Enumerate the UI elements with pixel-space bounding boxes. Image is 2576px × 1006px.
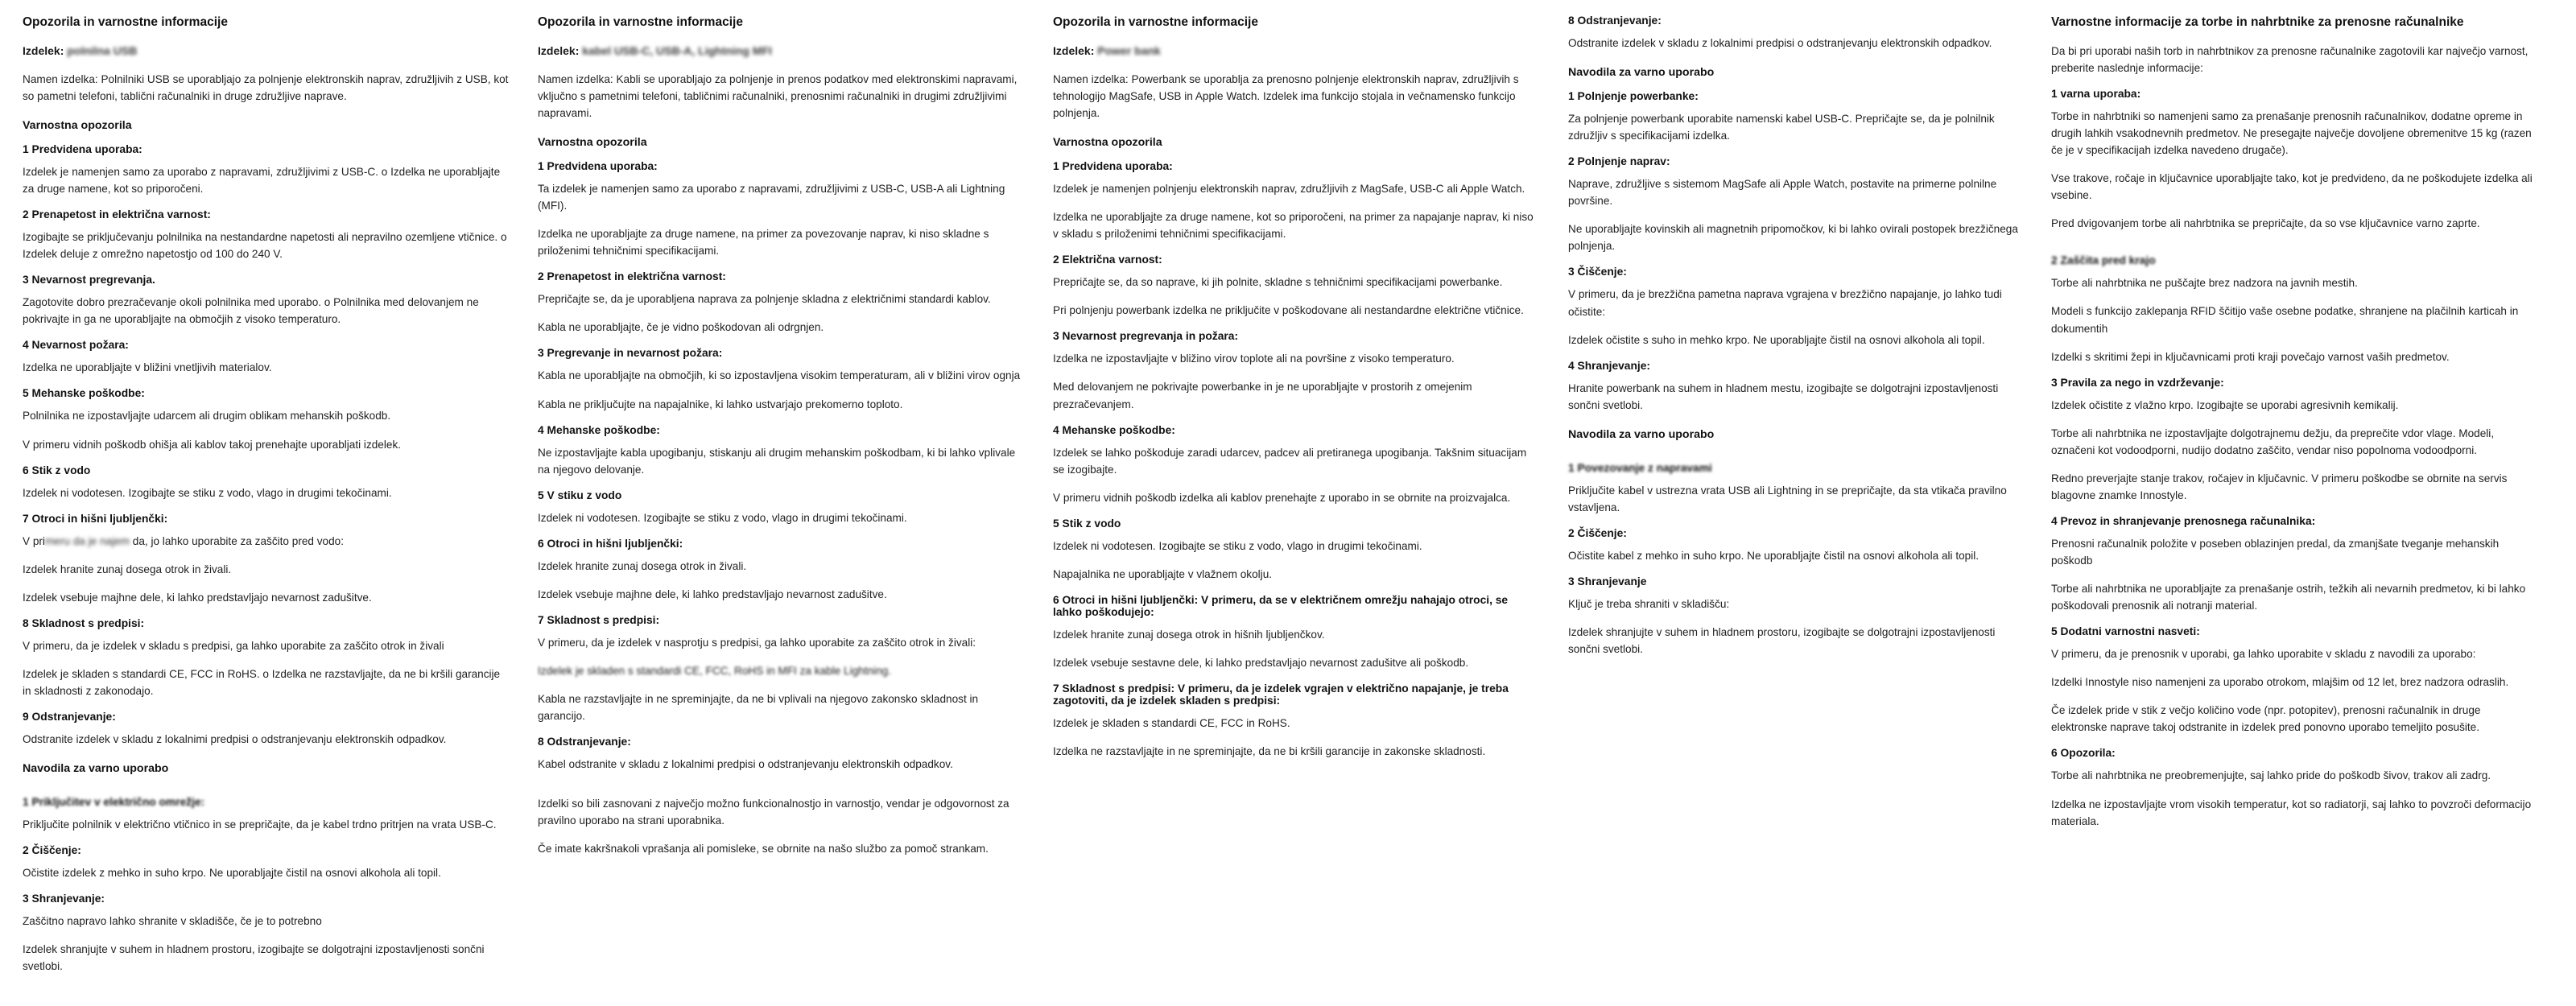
item-label: Predvidena uporaba: xyxy=(31,143,142,156)
item-heading-c2 xyxy=(1568,527,2022,539)
item-heading-p2 xyxy=(1568,155,2022,167)
item-label: Odstranjevanje: xyxy=(1577,14,1662,27)
item-number: 5 xyxy=(2051,625,2058,638)
item-body: V primeru vidnih poškodb izdelka ali kablov prenehajte z uporabo in se obrnite na proizvajalca. xyxy=(1053,491,1511,504)
item-body: Prenosni računalnik položite v poseben oblazinjen predal, da zmanjšate tveganje mehanskih poškodb xyxy=(2051,537,2500,567)
item-body: Odstranite izdelek v skladu z lokalnimi predpisi o odstranjevanju elektronskih odpadkov. xyxy=(1568,37,1992,49)
item-heading-6 xyxy=(23,464,509,476)
product-label: Izdelek: xyxy=(23,43,64,57)
item-heading-p1 xyxy=(1568,90,2022,102)
item-number: 1 xyxy=(1568,461,1575,474)
item-number: 1 xyxy=(1568,90,1575,103)
item-body: Torbe ali nahrbtnika ne preobremenjujte, saj lahko pride do poškodb šivov, trakov ali zadrg. xyxy=(2051,769,2491,782)
item-body: Izdelek je namenjen polnjenju elektronskih naprav, združljivih z MagSafe, USB-C ali Apple Watch. xyxy=(1053,183,1525,196)
item-label: Prevoz in shranjevanje prenosnega računalnika: xyxy=(2060,514,2316,527)
column-usb-charger xyxy=(8,14,523,986)
item-body: Ne izpostavljajte kabla upogibanju, stiskanju ali drugim mehanskim poškodbam, ki bi lahko vplivale na njegovo delovanje. xyxy=(538,446,1016,476)
item-body: Modeli s funkcijo zaklepanja RFID ščitijo vaše osebne podatke, shranjene na plačilnih karticah in dokumentih xyxy=(2051,305,2519,335)
item-body: Izdelek je skladen s standardi CE, FCC in RoHS. xyxy=(1053,717,1290,730)
column-cable-mfi xyxy=(523,14,1038,868)
column-powerbank xyxy=(1038,14,1554,771)
item-number: 1 xyxy=(538,160,544,173)
item-number: 6 xyxy=(23,464,29,476)
item-number: 3 xyxy=(2051,376,2058,389)
item-label: Polnjenje powerbanke: xyxy=(1577,90,1699,103)
item-number: 4 xyxy=(538,423,544,436)
item-body: Izdelek ni vodotesen. Izogibajte se stiku z vodo, vlago in drugimi tekočinami. xyxy=(1053,539,1422,552)
item-heading-5 xyxy=(538,489,1024,501)
item-body: Očistite kabel z mehko in suho krpo. Ne uporabljajte čistil na osnovi alkohola ali topil. xyxy=(1568,549,1979,562)
page-title: Opozorila in varnostne informacije xyxy=(1053,15,1258,29)
item-heading-7 xyxy=(1053,682,1539,707)
item-heading-u2 xyxy=(23,844,509,856)
item-heading-p4 xyxy=(1568,360,2022,372)
item-label: V stiku z vodo xyxy=(547,489,622,501)
item-heading-8 xyxy=(538,736,1024,748)
item-body: V primeru, da je izdelek v skladu s predpisi, ga lahko uporabite za zaščito otrok in živali xyxy=(23,639,444,652)
item-heading-7 xyxy=(23,513,509,525)
item-label: Mehanske poškodbe: xyxy=(1062,423,1175,436)
item-number: 2 xyxy=(1568,155,1575,168)
item-body: Odstranite izdelek v skladu z lokalnimi predpisi o odstranjevanju elektronskih odpadkov. xyxy=(23,733,447,746)
item-label: Opozorila: xyxy=(2060,747,2116,760)
item-body: Izdelka ne uporabljajte za druge namene, kot so priporočeni, na primer za napajanje naprav, ki niso v skladu s priloženimi tehničnimi specifikacijami. xyxy=(1053,211,1534,241)
item-number: 2 xyxy=(1568,526,1575,539)
item-body: Kabel odstranite v skladu z lokalnimi predpisi o odstranjevanju elektronskih odpadkov. xyxy=(538,758,953,771)
item-body: Naprave, združljive s sistemom MagSafe ali Apple Watch, postavite na primerne polnilne površine. xyxy=(1568,178,1997,208)
item-body: Izdelek ni vodotesen. Izogibajte se stiku z vodo, vlago in drugimi tekočinami. xyxy=(538,511,907,524)
item-body: Kabla ne priključujte na napajalnike, ki lahko ustvarjajo prekomerno toploto. xyxy=(538,398,903,410)
item-body: Zagotovite dobro prezračevanje okoli polnilnika med uporabo. o Polnilnika med delovanjem ne pokrivajte in ga ne uporabljajte na območjih z visoko temperaturo. xyxy=(23,296,479,326)
item-number: 8 xyxy=(23,616,29,629)
item-heading-4 xyxy=(538,424,1024,436)
closing-note-2: Če imate kakršnakoli vprašanja ali pomislekе, se obrnite na našo službo za pomoč strankam. xyxy=(538,843,989,856)
item-label: Dodatni varnostni nasveti: xyxy=(2060,625,2200,638)
item-label: Priključitev v električno omrežje: xyxy=(31,796,205,809)
item-body: Izdelka ne razstavljajte in ne spreminjajte, da ne bi kršili garancije in zakonske skladnosti. xyxy=(1053,745,1486,758)
item-label: Stik z vodo xyxy=(31,464,91,476)
section-heading-warnings: Varnostna opozorila xyxy=(1053,136,1162,150)
item-heading-8 xyxy=(1568,14,2022,27)
item-heading-3 xyxy=(538,347,1024,359)
intro-paragraph: Namen izdelka: Polnilniki USB se uporabljajo za polnjenje elektronskih naprav, združljivih z USB, kot so pametni telefoni, tablični računalniki in druge združljive naprave. xyxy=(23,72,509,102)
item-label: Prenapetost in električna varnost: xyxy=(31,208,211,221)
item-body: Napajalnika ne uporabljajte v vlažnem okolju. xyxy=(1053,567,1273,580)
item-body: Prepričajte se, da je uporabljena naprava za polnjenje skladna z električnimi standardi kablov. xyxy=(538,293,991,306)
item-heading-b3 xyxy=(2051,377,2537,389)
item-label: Shranjevanje: xyxy=(31,893,105,905)
item-body: Izdelek shranjujte v suhem in hladnem prostoru, izogibajte se dolgotrajni izpostavljenosti sončni svetlobi. xyxy=(1568,626,1996,656)
product-line xyxy=(538,43,1024,60)
item-label: Prenapetost in električna varnost: xyxy=(547,270,726,283)
item-body: V primeru, da je brezžična pametna naprava vgrajena v brezžično napajanje, jo lahko tudi očistite: xyxy=(1568,288,2002,318)
item-label: Skladnost s predpisi: xyxy=(547,613,660,626)
item-body: Priključite kabel v ustrezna vrata USB ali Lightning in se prepričajte, da sta vtikača pravilno vstavljena. xyxy=(1568,484,2007,513)
item-label: Shranjevanje xyxy=(1577,575,1647,588)
item-number: 3 xyxy=(23,274,29,287)
item-heading-1 xyxy=(23,143,509,155)
item-heading-7 xyxy=(538,614,1024,626)
item-body: Priključite polnilnik v električno vtičnico in se prepričajte, da je kabel trdno pritrjen na vrata USB-C. xyxy=(23,818,497,831)
item-heading-b2 xyxy=(2051,254,2156,266)
item-number: 3 xyxy=(1568,266,1575,278)
item-label: Predvidena uporaba: xyxy=(1062,160,1173,173)
item-number: 3 xyxy=(1053,330,1059,343)
item-label: Polnjenje naprav: xyxy=(1577,155,1670,168)
item-body: Izdelka ne izpostavljajte vrom visokih temperatur, kot so radiatorji, saj lahko to povzroči deformacijo materiala. xyxy=(2051,798,2532,827)
product-value: polnilna USB xyxy=(67,43,138,57)
item-body: Izdelek vsebuje majhne dele, ki lahko predstavljajo nevarnost zadušitve. xyxy=(23,591,372,604)
item-body: Izdelek očistite z vlažno krpo. Izogibajte se uporabi agresivnih kemikalij. xyxy=(2051,398,2399,411)
item-heading-b5 xyxy=(2051,625,2537,637)
item-body: Kabla ne uporabljajte na območjih, ki so izpostavljena visokim temperaturam, ali v bližini virov ognja xyxy=(538,369,1021,382)
product-line xyxy=(23,43,509,60)
item-heading-u1 xyxy=(23,796,204,808)
item-number: 6 xyxy=(2051,747,2058,760)
item-body: Torbe ali nahrbtnika ne izpostavljajte dolgotrajnemu dežju, da preprečite vdor vlage. Modeli, označeni kot vodoodporni, nudijo dodatno zaščito, vendar niso popolnoma vodoodporni. xyxy=(2051,427,2495,456)
item-body: Izdelek očistite s suho in mehko krpo. Ne uporabljajte čistil na osnovi alkohola ali topil. xyxy=(1568,333,1985,346)
item-heading-3 xyxy=(23,274,509,286)
section-heading-usage-powerbank: Navodila za varno uporabo xyxy=(1568,66,1715,80)
item-heading-6 xyxy=(538,538,1024,550)
product-line xyxy=(1053,43,1539,60)
item-number: 7 xyxy=(538,613,544,626)
item-label: Mehanske poškodbe: xyxy=(547,423,660,436)
section-heading-usage-cable: Navodila za varno uporabo xyxy=(1568,427,1715,441)
item-label: varna uporaba: xyxy=(2060,88,2141,101)
item-number: 4 xyxy=(23,339,29,352)
item-body: Izdelek hranite zunaj dosega otrok in živali. xyxy=(538,559,747,572)
item-number: 1 xyxy=(23,143,29,156)
item-heading-5 xyxy=(1053,517,1539,530)
item-heading-c1 xyxy=(1568,462,1712,474)
item-label: Nevarnost pregrevanja. xyxy=(31,274,155,287)
item-number: 4 xyxy=(1568,359,1575,372)
item-label: Mehanske poškodbe: xyxy=(31,387,145,400)
item-body: Izdelki Innostyle niso namenjeni za uporabo otrokom, mlajšim od 12 let, brez nadzora odraslih. xyxy=(2051,676,2509,689)
product-label: Izdelek: xyxy=(538,43,580,57)
item-number: 2 xyxy=(23,844,29,857)
item-label: Otroci in hišni ljubljenčki: xyxy=(31,512,168,525)
item-body: Prepričajte se, da so naprave, ki jih polnite, skladne s tehničnimi specifikacijami powerbanke. xyxy=(1053,276,1503,289)
item-body: Izdelek hranite zunaj dosega otrok in živali. xyxy=(23,563,232,575)
section-heading-warnings: Varnostna opozorila xyxy=(538,136,647,150)
item-heading-b6 xyxy=(2051,747,2537,759)
item-heading-8 xyxy=(23,617,509,629)
item-heading-2 xyxy=(538,270,1024,282)
item-body: Ta izdelek je namenjen samo za uporabo z napravami, združljivimi z USB-C, USB-A ali Lightning (MFI). xyxy=(538,183,1005,212)
item-number: 9 xyxy=(23,711,29,724)
item-number: 5 xyxy=(1053,517,1059,530)
item-number: 2 xyxy=(23,208,29,221)
item-body: Med delovanjem ne pokrivajte powerbanke in je ne uporabljajte v prostorih z omejenim prezračevanjem. xyxy=(1053,381,1472,410)
item-body: Izdelka ne uporabljajte v bližini vnetljivih materialov. xyxy=(23,361,272,374)
item-body: Očistite izdelek z mehko in suho krpo. Ne uporabljajte čistil na osnovi alkohola ali topil. xyxy=(23,867,441,880)
item-number: 7 xyxy=(1053,682,1059,695)
column-backpack xyxy=(2037,14,2552,841)
item-body: Izdelek shranjujte v suhem in hladnem prostoru, izogibajte se dolgotrajni izpostavljenosti sončni svetlobi. xyxy=(23,943,485,973)
item-heading-c3 xyxy=(1568,575,2022,588)
page-title: Opozorila in varnostne informacije xyxy=(538,15,743,29)
item-body: Hranite powerbank na suhem in hladnem mestu, izogibajte se dolgotrajni izpostavljenosti sončni svetlobi. xyxy=(1568,381,1999,411)
item-heading-1 xyxy=(538,160,1024,172)
item-label: Povezovanje z napravami xyxy=(1577,461,1712,474)
item-heading-3 xyxy=(1053,330,1539,342)
item-body: Izogibajte se priključevanju polnilnika na nestandardne napetosti ali nepravilno ozemljene vtičnice. o Izdelek deluje z omrežno napetostjo od 100 do 240 V. xyxy=(23,231,507,261)
item-body: V primeru, da je izdelek v nasprotju s predpisi, ga lahko uporabite za zaščito otrok in živali: xyxy=(538,636,976,649)
page-title: Opozorila in varnostne informacije xyxy=(23,15,228,29)
item-body: Torbe ali nahrbtnika ne uporabljajte za prenašanje ostrih, težkih ali nevarnih predmetov, ki bi lahko poškodovali prenosnik ali notranji material. xyxy=(2051,583,2526,612)
closing-note-1: Izdelki so bili zasnovani z največjo možno funkcionalnostjo in varnostjo, vendar je odgovornost za pravilno uporabo na strani uporabnika. xyxy=(538,798,1009,827)
item-number: 1 xyxy=(23,796,29,809)
item-body: Torbe ali nahrbtnika ne puščajte brez nadzora na javnih mestih. xyxy=(2051,277,2358,290)
item-number: 3 xyxy=(1568,575,1575,588)
item-number: 6 xyxy=(538,537,544,550)
item-number: 2 xyxy=(538,270,544,283)
page-title: Varnostne informacije za torbe in nahrbtnike za prenosne računalnike xyxy=(2051,15,2464,29)
item-number: 3 xyxy=(538,347,544,360)
item-label: Odstranjevanje: xyxy=(547,736,631,748)
item-body: Izdelka ne izpostavljajte v bližino virov toplote ali na površine z visoko temperaturo. xyxy=(1053,353,1455,365)
item-label: Zaščita pred krajo xyxy=(2060,254,2156,267)
item-label: Nevarnost požara: xyxy=(31,339,129,352)
item-body: Ne uporabljajte kovinskih ali magnetnih pripomočkov, ki bi lahko ovirali postopek brezžičnega polnjenja. xyxy=(1568,223,2018,253)
item-body: V primeru, da je prenosnik v uporabi, ga lahko uporabite v skladu z navodili za uporabo: xyxy=(2051,648,2476,661)
item-label: Električna varnost: xyxy=(1062,254,1162,266)
item-body: Izdelek je namenjen samo za uporabo z napravami, združljivimi z USB-C. o Izdelka ne uporabljajte za druge namene, kot so priporočeni. xyxy=(23,166,501,196)
item-number: 4 xyxy=(2051,514,2058,527)
item-heading-b1 xyxy=(2051,88,2537,100)
item-body: Za polnjenje powerbank uporabite namenski kabel USB-C. Prepričajte se, da je polnilnik združljiv s specifikacijami izdelka. xyxy=(1568,113,1995,142)
item-heading-5 xyxy=(23,387,509,399)
item-body: Vse trakove, ročaje in ključavnice uporabljajte tako, kot je predvideno, da ne poškodujete izdelka ali vsebine. xyxy=(2051,172,2533,202)
item-body: Izdelek vsebuje sestavne dele, ki lahko predstavljajo nevarnost zadušitve ali poškodb. xyxy=(1053,656,1469,669)
item-label: Čiščenje: xyxy=(1577,266,1627,278)
item-number: 7 xyxy=(23,512,29,525)
item-number: 1 xyxy=(2051,88,2058,101)
item-label: Otroci in hišni ljubljenčki: V primeru, da se v električnem omrežju nahajajo otroci, se lahko poškodujejo: xyxy=(1053,593,1509,618)
item-body: Izdelek ni vodotesen. Izogibajte se stiku z vodo, vlago in drugimi tekočinami. xyxy=(23,486,392,499)
item-body: Izdelek se lahko poškoduje zaradi udarcev, padcev ali pretiranega upogibanja. Takšnim situacijam se izogibajte. xyxy=(1053,446,1527,476)
item-body: Zaščitno napravo lahko shranite v skladišče, če je to potrebno xyxy=(23,915,322,928)
item-body: Izdelki s skritimi žepi in ključavnicami proti kraji povečajo varnost vaših predmetov. xyxy=(2051,350,2450,363)
product-value: Power bank xyxy=(1097,43,1161,57)
item-body-blurred: Izdelek je skladen s standardi CE, FCC, RoHS in MFI za kable Lightning. xyxy=(538,664,891,677)
item-heading-1 xyxy=(1053,160,1539,172)
item-body: Izdelek vsebuje majhne dele, ki lahko predstavljajo nevarnost zadušitve. xyxy=(538,588,887,600)
item-number: 3 xyxy=(23,893,29,905)
item-label: Nevarnost pregrevanja in požara: xyxy=(1062,330,1239,343)
item-body: Pred dvigovanjem torbe ali nahrbtnika se prepričajte, da so vse ključavnice varno zaprte. xyxy=(2051,217,2480,230)
item-heading-2 xyxy=(1053,254,1539,266)
item-label: Pregrevanje in nevarnost požara: xyxy=(547,347,723,360)
item-number: 5 xyxy=(23,387,29,400)
item-heading-p3 xyxy=(1568,266,2022,278)
item-body: Torbe in nahrbtniki so namenjeni samo za prenašanje prenosnih računalnikov, dodatne opreme in drugih lahkih vsakodnevnih predmetov. Ne presegajte največje dovoljene obremenitve 15 kg (razen če je v specifikacijah izdelka navedeno drugače). xyxy=(2051,110,2532,157)
item-body-blurred: V primeru da je najem da, jo lahko uporabite za zaščito pred vodo: xyxy=(23,534,345,547)
item-body: V primeru vidnih poškodb ohišja ali kablov takoj prenehajte uporabljati izdelek. xyxy=(23,438,402,451)
column-powerbank-care xyxy=(1554,14,2037,669)
item-number: 8 xyxy=(538,736,544,748)
item-label: Skladnost s predpisi: xyxy=(31,616,145,629)
item-number: 4 xyxy=(1053,423,1059,436)
item-heading-2 xyxy=(23,208,509,221)
item-body: Če izdelek pride v stik z večjo količino vode (npr. potopitev), prenosni računalnik in druge elektronske naprave takoj odstranite in izdelek pred ponovno uporabo temeljito posušite. xyxy=(2051,704,2481,734)
item-body: Redno preverjajte stanje trakov, ročajev in ključavnic. V primeru poškodbe se obrnite na servis blagovne znamke Innostyle. xyxy=(2051,472,2508,501)
item-body: Izdelek hranite zunaj dosega otrok in hišnih ljubljenčkov. xyxy=(1053,628,1325,641)
section-heading-usage: Navodila za varno uporabo xyxy=(23,762,169,776)
item-label: Shranjevanje: xyxy=(1577,359,1651,372)
item-label: Pravila za nego in vzdrževanje: xyxy=(2060,376,2224,389)
item-label: Otroci in hišni ljubljenčki: xyxy=(547,537,683,550)
item-label: Čiščenje: xyxy=(31,844,81,857)
item-label: Skladnost s predpisi: V primeru, da je izdelek vgrajen v električno napajanje, je treba zagotoviti, da je izdelek skladen s predpisi: xyxy=(1053,682,1509,707)
item-label: Stik z vodo xyxy=(1062,517,1121,530)
product-value: kabel USB-C, USB-A, Lightning MFI xyxy=(582,43,772,57)
intro-paragraph: Da bi pri uporabi naših torb in nahrbtnikov za prenosne računalnike zagotovili kar največjo varnost, preberite naslednje informacije: xyxy=(2051,44,2529,74)
item-body: Ključ je treba shraniti v skladišču: xyxy=(1568,597,1730,610)
item-body: Pri polnjenju powerbank izdelka ne priključite v poškodovane ali nestandardne električne vtičnice. xyxy=(1053,304,1524,317)
item-body: Izdelek je skladen s standardi CE, FCC in RoHS. o Izdelka ne razstavljajte, da ne bi kršili garancije in skladnosti z zakonodajo. xyxy=(23,667,501,697)
item-body: Kabla ne razstavljajte in ne spreminjajte, da ne bi vplivali na njegovo zakonsko skladnost in garancijo. xyxy=(538,693,979,723)
item-body: Izdelka ne uporabljajte za druge namene, na primer za povezovanje naprav, ki niso skladne s priloženimi tehničnimi specifikacijami. xyxy=(538,228,989,258)
intro-paragraph: Namen izdelka: Powerbank se uporablja za prenosno polnjenje elektronskih naprav, združljivih s tehnologijo MagSafe, USB in Apple Watch. Izdelek ima funkcijo stojala in večnamensko funkcijo polnjenja. xyxy=(1053,72,1519,120)
item-number: 8 xyxy=(1568,14,1575,27)
section-heading-warnings: Varnostna opozorila xyxy=(23,119,132,133)
item-label: Čiščenje: xyxy=(1577,526,1627,539)
item-body: Kabla ne uporabljajte, če je vidno poškodovan ali odrgnjen. xyxy=(538,321,824,334)
intro-paragraph: Namen izdelka: Kabli se uporabljajo za polnjenje in prenos podatkov med elektronskimi napravami, vključno s pametnimi telefoni, tabličnimi računalniki, prenosnimi računalniki in drugimi združljivimi napravami. xyxy=(538,72,1018,120)
item-heading-u3 xyxy=(23,893,509,905)
item-number: 2 xyxy=(2051,254,2058,267)
item-heading-b4 xyxy=(2051,515,2537,527)
item-heading-9 xyxy=(23,711,509,723)
item-number: 5 xyxy=(538,489,544,501)
item-body: Polnilnika ne izpostavljajte udarcem ali drugim oblikam mehanskih poškodb. xyxy=(23,410,391,423)
item-heading-4 xyxy=(23,339,509,351)
item-number: 2 xyxy=(1053,254,1059,266)
product-label: Izdelek: xyxy=(1053,43,1095,57)
item-heading-4 xyxy=(1053,424,1539,436)
item-number: 1 xyxy=(1053,160,1059,173)
item-number: 6 xyxy=(1053,593,1059,606)
item-heading-6 xyxy=(1053,594,1539,618)
item-label: Predvidena uporaba: xyxy=(547,160,658,173)
item-label: Odstranjevanje: xyxy=(31,711,116,724)
